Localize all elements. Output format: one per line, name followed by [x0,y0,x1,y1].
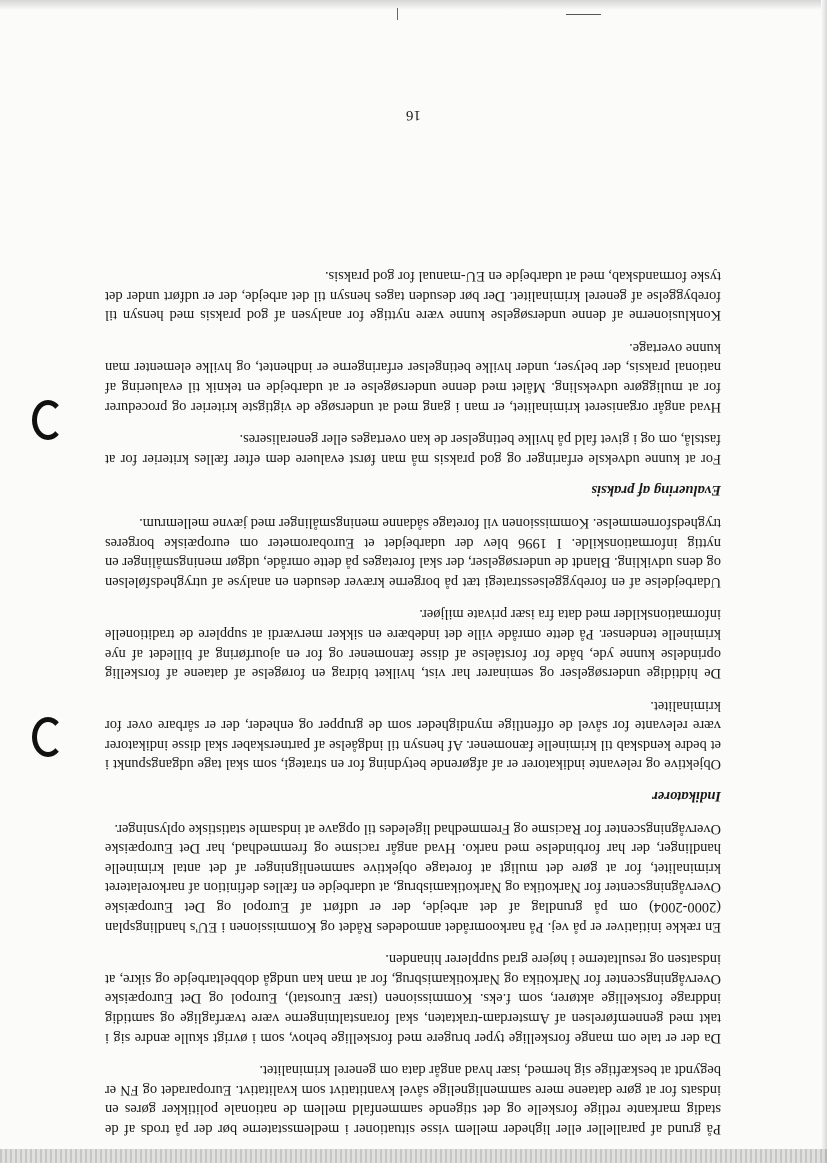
footnote-rule [566,14,601,15]
section-heading: Indikatorer [652,788,721,805]
paragraph: På grund af paralleller eller ligheder mellem visse situationer i medlemsstaterne bør der på trods af de stadig markante retlige forskelle og det stigende sammenfald mellem de nationale politikker gøres en indsats for at gøre dataene mere sammenlignelige såvel kvantitativt som kvalitativt. Europaradet og FN er begyndt at beskæftige sig hermed, især hvad angår data om generel kriminalitet. [105,1062,721,1137]
paragraph: Da der er tale om mange forskellige typer brugere med forskellige behov, som i øvrigt skulle ændre sig i takt med gennemførelsen af Amsterdam-traktaten, skal foranstaltningerne være tværfaglige og samtidig inddrage forskellige aktører, som f.eks. Kommissionen (især Eurostat), Europol og Det Europæiske Overvågningscenter for Narkotika og Narkotikamisbrug, for at man kan undgå dobbeltarbejde og sikre, at indsatsen og resultaterne i højere grad supplerer hinanden. [105,951,721,1046]
paragraph: Konklusionerne af denne undersøgelse kunne være nyttige for analysen af god praksis med hensyn til forebyggelse af generel kriminalitet. Der bør desuden tages hensyn til det arbejde, der er udført under det tyske formandskab, med at udarbejde en EU-manual for god praksis. [105,268,721,324]
paragraph: Objektive og relevante indikatorer er af afgørende betydning for en strategi, som skal tage udgangspunkt i et bedre kendskab til kriminelle fænomener. Af hensyn til indgåelse af partnerskaber skal disse indikatorer være relevante for såvel de offentlige myndigheder som de grupper og enheder, der er sårbare over for kriminalitet. [105,697,721,773]
paragraph: Hvad angår organiseret kriminalitet, er man i gang med at undersøge de vigtigste kriterier og procedurer for at muliggøre udveksling. Målet med denne undersøgelse er at udarbejde en teknik til evaluering af national praksis, der belyser, under hvilke betingelser erfaringerne er indhentet, og hvilke elementer man kunne overtage. [105,339,721,415]
paragraph: En række initiativer er på vej. På narkoområdet anmodedes Rådet og Kommissionen i EU's handlingsplan (2000-2004) om på grundlag af det arbejde, der er udført af Europol og Det Europæiske Overvågningscenter for Narkotika og Narkotikamisbrug, at udarbejde en fælles definition af narkorelateret kriminalitet, for at gøre det muligt at foretage objektive sammenligninger af det antal kriminelle handlinger, der har forbindelse med narko. Hvad angår racisme og fremmedhad, har Det Europæiske Overvågningscenter for Racisme og Fremmedhad ligeledes til opgave at indsamle statistiske oplysninger. [105,820,721,935]
page-number: 16 [406,107,421,123]
section-heading: Evaluering af praksis [591,482,721,499]
document-body [105,252,721,1138]
paragraph: De hidtidige undersøgelser og seminarer har vist, hvilket bidrag en forøgelse af dataene af forskellig oprindelse kunne yde, både for forståelse af disse fænomener og for en ajourføring af billedet af nye kriminelle tendenser. På dette område ville det indebære en sikker merværdi at supplere de traditionelle informationskilder med data fra især private miljøer. [105,606,721,682]
paragraph: For at kunne udveksle erfaringer og god praksis må man først evaluere dem efter fælles kriterier for at fastslå, om og i givet fald på hvilke betingelser de kan overtages eller generaliseres. [105,431,721,467]
paragraph: Udarbejdelse af en forebyggelsesstrategi tæt på borgerne kræver desuden en analyse af utryghedsfølelsen og dens udvikling. Blandt de undersøgelser, der skal foretages på dette område, udgør meningsmålinger en nyttig informationskilde. I 1996 blev der udarbejdet et Eurobarometer om europæiske borgeres tryghedsfornemmelse. Kommissionen vil foretage sådanne meningsmålinger med jævne mellemrum. [105,514,721,590]
